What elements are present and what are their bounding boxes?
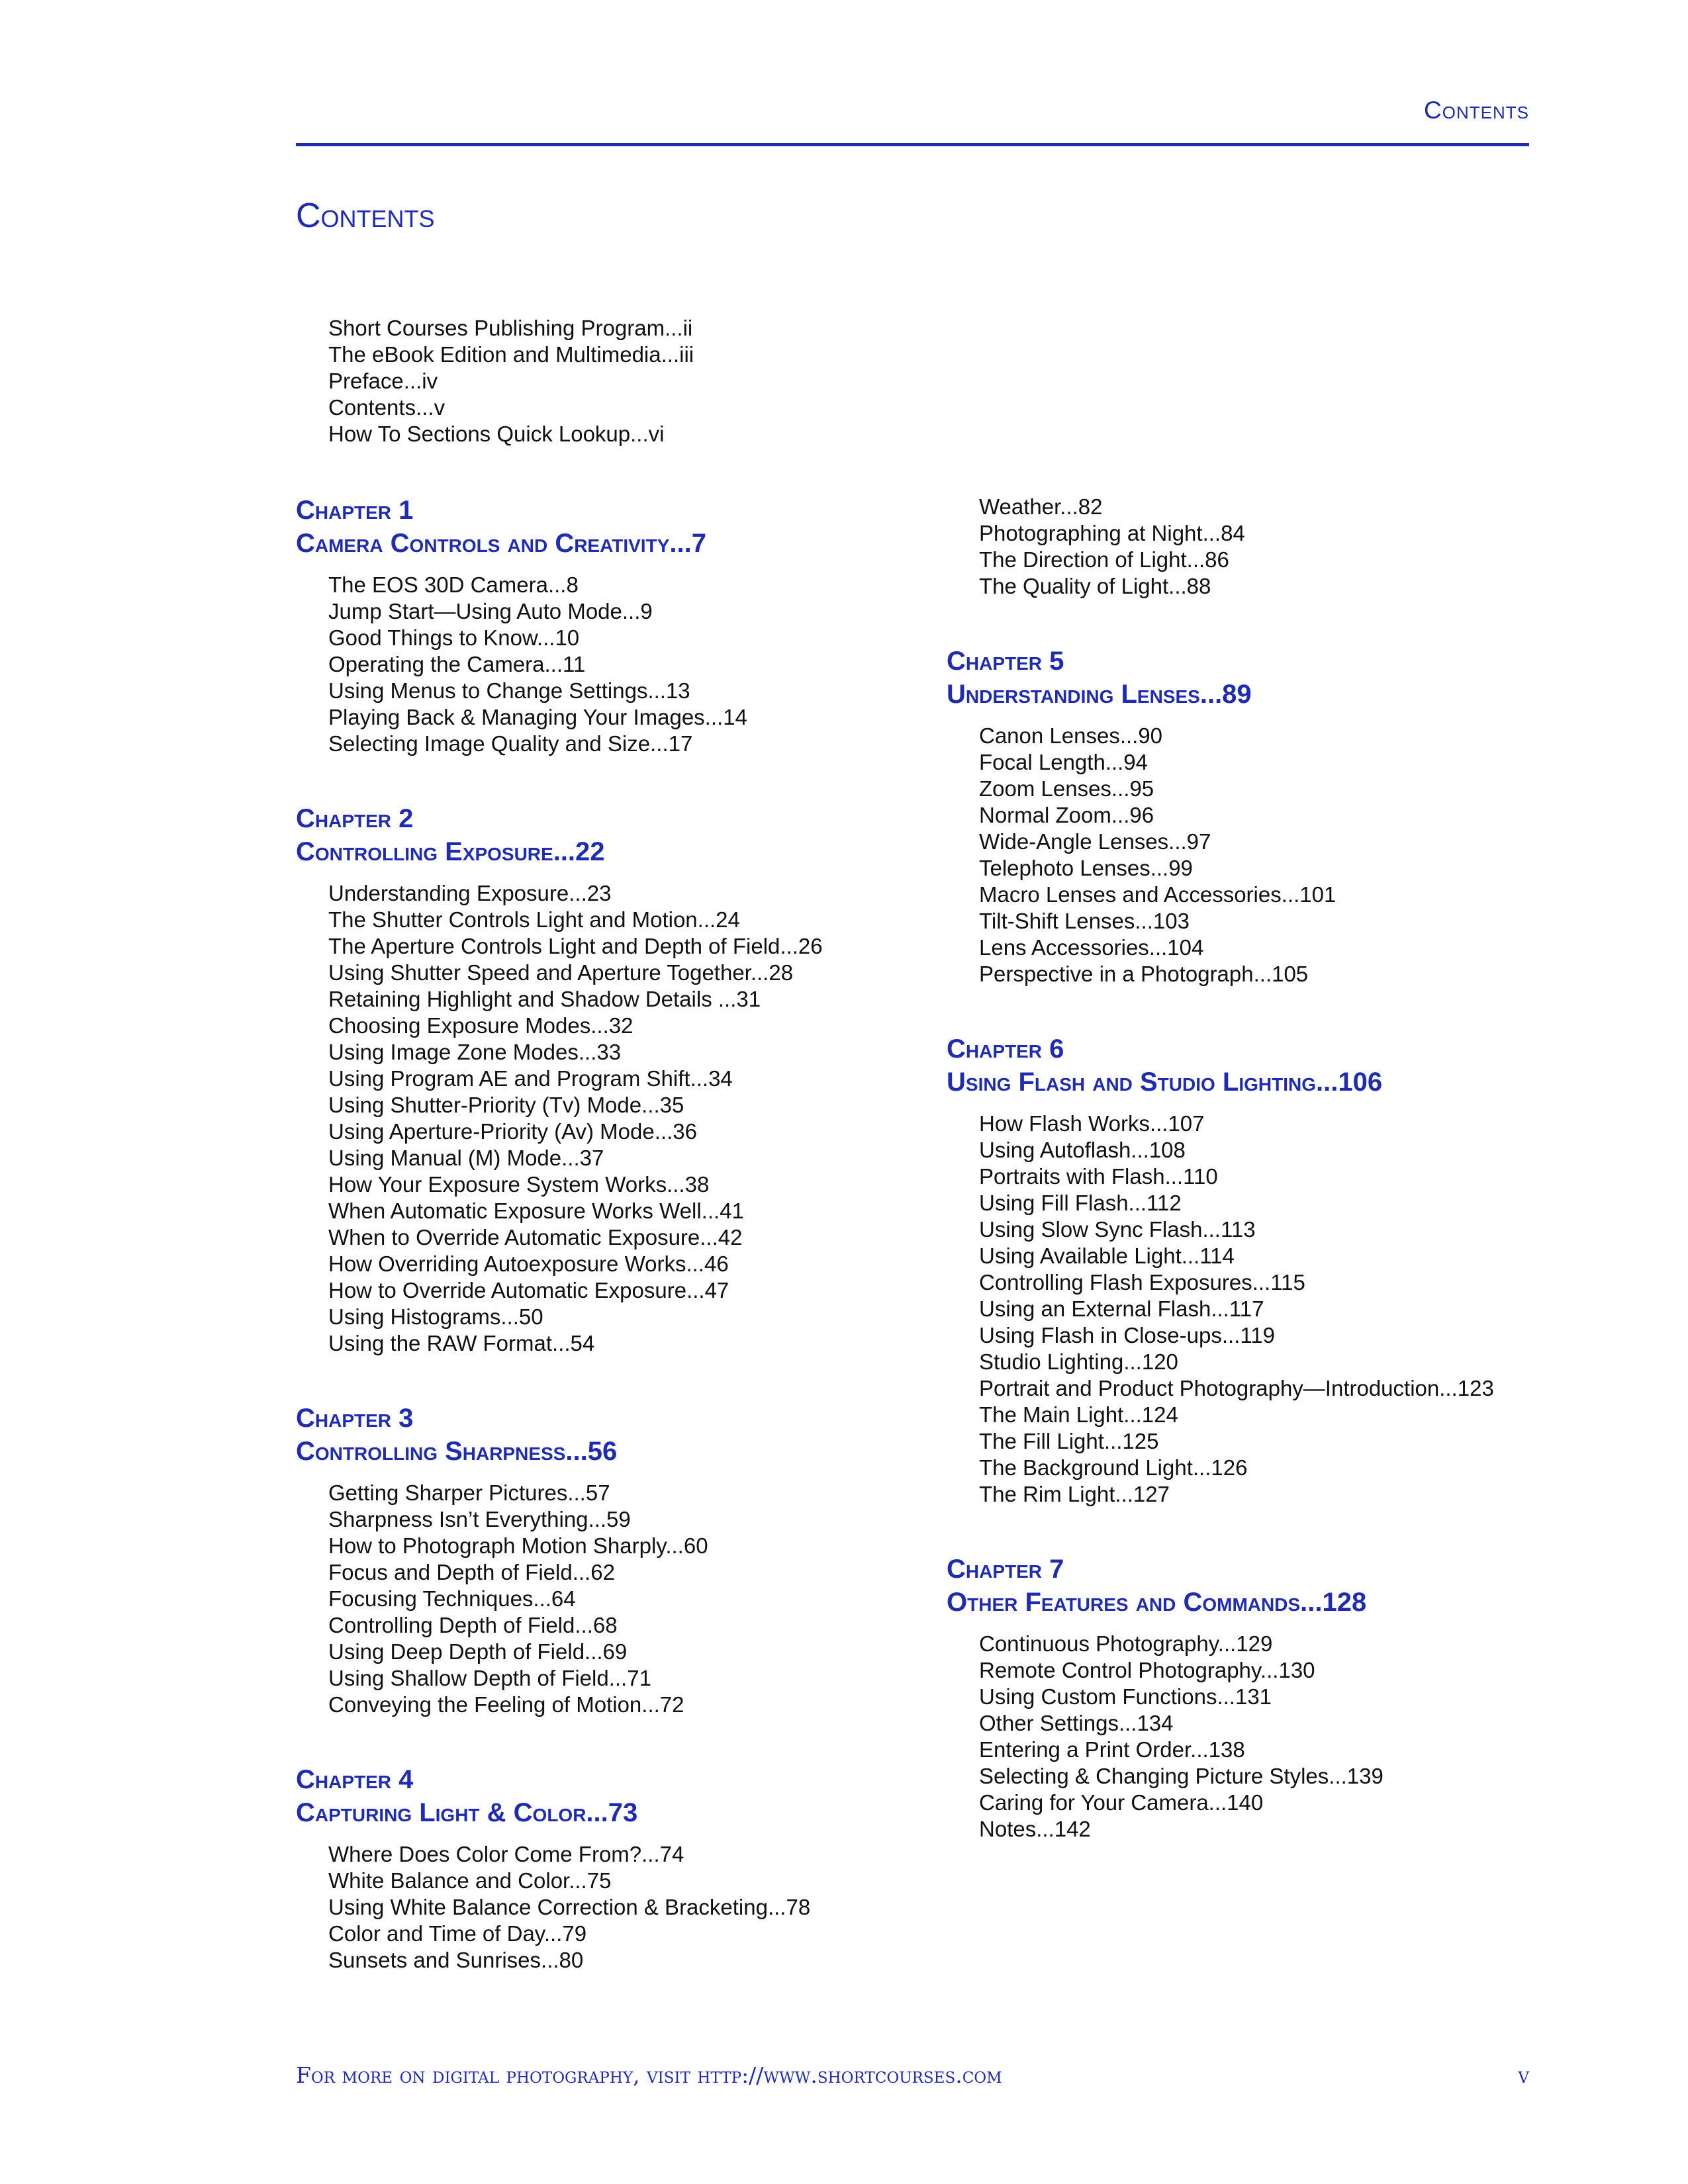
- toc-entry[interactable]: Using Shallow Depth of Field...71: [328, 1666, 651, 1690]
- toc-entry[interactable]: Focus and Depth of Field...62: [328, 1560, 615, 1584]
- chapter-6: [947, 1032, 1529, 1508]
- toc-entry[interactable]: The Shutter Controls Light and Motion...24: [328, 907, 740, 932]
- toc-entry[interactable]: Using Histograms...50: [328, 1304, 543, 1329]
- toc-entry[interactable]: Contents...v: [328, 395, 445, 420]
- toc-entry[interactable]: Using the RAW Format...54: [328, 1331, 595, 1355]
- chapter-title[interactable]: Understanding Lenses...89: [947, 680, 1252, 709]
- toc-entry[interactable]: Sharpness Isn’t Everything...59: [328, 1507, 631, 1531]
- chapter-label: Chapter 4: [296, 1765, 414, 1794]
- chapter-7: [947, 1553, 1529, 1843]
- toc-entry[interactable]: Lens Accessories...104: [979, 935, 1204, 960]
- chapter-title[interactable]: Controlling Sharpness...56: [296, 1437, 618, 1466]
- toc-entry[interactable]: Where Does Color Come From?...74: [328, 1842, 684, 1866]
- toc-entry[interactable]: Using Slow Sync Flash...113: [979, 1217, 1256, 1242]
- chapter-label: Chapter 2: [296, 804, 414, 833]
- toc-entry[interactable]: Conveying the Feeling of Motion...72: [328, 1692, 684, 1717]
- chapter-title[interactable]: Capturing Light & Color...73: [296, 1798, 638, 1827]
- toc-entry[interactable]: Using Fill Flash...112: [979, 1191, 1182, 1215]
- toc-entry[interactable]: Telephoto Lenses...99: [979, 856, 1193, 880]
- toc-entry[interactable]: Operating the Camera...11: [328, 652, 586, 676]
- toc-entry[interactable]: The Background Light...126: [979, 1455, 1248, 1480]
- toc-entry[interactable]: The Main Light...124: [979, 1402, 1178, 1427]
- toc-entry[interactable]: How to Override Automatic Exposure...47: [328, 1278, 729, 1302]
- toc-entry[interactable]: Notes...142: [979, 1817, 1091, 1841]
- toc-entry[interactable]: Using Image Zone Modes...33: [328, 1040, 622, 1064]
- toc-entry[interactable]: Getting Sharper Pictures...57: [328, 1480, 610, 1505]
- chapter-entries: [979, 1631, 1529, 1843]
- chapter-label: Chapter 3: [296, 1404, 414, 1433]
- toc-entry[interactable]: The Fill Light...125: [979, 1429, 1159, 1453]
- chapter-label: Chapter 7: [947, 1555, 1064, 1584]
- toc-entry[interactable]: Tilt-Shift Lenses...103: [979, 909, 1190, 933]
- chapter-entries: [328, 1480, 925, 1718]
- toc-entry[interactable]: Using Autoflash...108: [979, 1138, 1186, 1162]
- toc-entry[interactable]: Using Shutter-Priority (Tv) Mode...35: [328, 1093, 684, 1117]
- toc-column-left: [296, 494, 925, 2019]
- toc-entry[interactable]: Remote Control Photography...130: [979, 1658, 1315, 1682]
- chapter-entries: [328, 1841, 925, 1974]
- toc-entry[interactable]: Using Aperture-Priority (Av) Mode...36: [328, 1119, 697, 1144]
- toc-entry[interactable]: Macro Lenses and Accessories...101: [979, 882, 1336, 907]
- chapter-label: Chapter 1: [296, 496, 414, 525]
- toc-entry[interactable]: Color and Time of Day...79: [328, 1921, 587, 1946]
- chapter-label: Chapter 5: [947, 647, 1064, 676]
- toc-entry[interactable]: Continuous Photography...129: [979, 1631, 1273, 1656]
- toc-entry[interactable]: Playing Back & Managing Your Images...14: [328, 705, 747, 729]
- toc-entry[interactable]: Using Shutter Speed and Aperture Together...28: [328, 960, 794, 985]
- toc-entry[interactable]: Understanding Exposure...23: [328, 881, 612, 905]
- toc-entry[interactable]: Entering a Print Order...138: [979, 1737, 1245, 1762]
- toc-column-right: [947, 494, 1529, 1888]
- toc-entry[interactable]: The EOS 30D Camera...8: [328, 572, 579, 597]
- toc-entry[interactable]: When Automatic Exposure Works Well...41: [328, 1199, 744, 1223]
- toc-entry[interactable]: Using Custom Functions...131: [979, 1684, 1272, 1709]
- chapter-5: [947, 645, 1529, 987]
- chapter-4: [296, 1763, 925, 1974]
- toc-entry[interactable]: Selecting Image Quality and Size...17: [328, 731, 693, 756]
- toc-entry[interactable]: White Balance and Color...75: [328, 1868, 612, 1893]
- toc-entry[interactable]: Canon Lenses...90: [979, 723, 1163, 748]
- toc-entry[interactable]: How Overriding Autoexposure Works...46: [328, 1251, 729, 1276]
- toc-entry[interactable]: Using White Balance Correction & Bracketing...78: [328, 1895, 811, 1919]
- running-head: Contents: [1424, 97, 1529, 124]
- chapter-title[interactable]: Controlling Exposure...22: [296, 837, 605, 866]
- chapter-label: Chapter 6: [947, 1034, 1064, 1064]
- toc-entry[interactable]: How To Sections Quick Lookup...vi: [328, 422, 665, 446]
- toc-entry[interactable]: How Your Exposure System Works...38: [328, 1172, 710, 1197]
- chapter-1: [296, 494, 925, 757]
- toc-entry[interactable]: How Flash Works...107: [979, 1111, 1205, 1136]
- page-title: Contents: [296, 197, 435, 235]
- front-matter-list: [328, 315, 694, 447]
- toc-entry[interactable]: Preface...iv: [328, 369, 438, 393]
- toc-entry[interactable]: Portrait and Product Photography—Introduction...123: [979, 1376, 1494, 1400]
- toc-entry[interactable]: Wide-Angle Lenses...97: [979, 829, 1211, 854]
- toc-entry[interactable]: Jump Start—Using Auto Mode...9: [328, 599, 653, 623]
- toc-entry[interactable]: Weather...82: [979, 494, 1103, 519]
- toc-entry[interactable]: The Quality of Light...88: [979, 574, 1211, 598]
- toc-entry[interactable]: Sunsets and Sunrises...80: [328, 1948, 584, 1972]
- chapter-entries: [328, 880, 925, 1357]
- chapter-title[interactable]: Camera Controls and Creativity...7: [296, 529, 706, 558]
- chapter-entries: [328, 572, 925, 757]
- toc-entry[interactable]: How to Photograph Motion Sharply...60: [328, 1533, 708, 1558]
- chapter-3: [296, 1402, 925, 1718]
- toc-entry[interactable]: Normal Zoom...96: [979, 803, 1154, 827]
- toc-entry[interactable]: Studio Lighting...120: [979, 1349, 1178, 1374]
- toc-entry[interactable]: Other Settings...134: [979, 1711, 1174, 1735]
- chapter-entries: [979, 1111, 1529, 1508]
- footer-link[interactable]: For more on digital photography, visit http://www.shortcourses.com: [296, 2062, 1002, 2088]
- header-rule: [296, 143, 1529, 146]
- toc-entry[interactable]: Choosing Exposure Modes...32: [328, 1013, 633, 1038]
- toc-entry[interactable]: Using Menus to Change Settings...13: [328, 678, 690, 703]
- toc-entry[interactable]: The eBook Edition and Multimedia...iii: [328, 342, 694, 367]
- chapter-2: [296, 802, 925, 1357]
- toc-entry[interactable]: The Direction of Light...86: [979, 547, 1229, 572]
- toc-entry[interactable]: The Aperture Controls Light and Depth of Field...26: [328, 934, 823, 958]
- toc-entry[interactable]: Good Things to Know...10: [328, 625, 580, 650]
- toc-entry[interactable]: Selecting & Changing Picture Styles...139: [979, 1764, 1383, 1788]
- chapter-title[interactable]: Using Flash and Studio Lighting...106: [947, 1068, 1383, 1097]
- toc-entry[interactable]: Perspective in a Photograph...105: [979, 962, 1309, 986]
- toc-entry[interactable]: Short Courses Publishing Program...ii: [328, 316, 693, 340]
- toc-entry[interactable]: Using Program AE and Program Shift...34: [328, 1066, 733, 1091]
- chapter-4-continued-entries: [979, 494, 1529, 600]
- toc-entry[interactable]: Using Flash in Close-ups...119: [979, 1323, 1275, 1347]
- toc-entry[interactable]: Focusing Techniques...64: [328, 1586, 576, 1611]
- toc-entry[interactable]: Focal Length...94: [979, 750, 1149, 774]
- toc-entry[interactable]: Retaining Highlight and Shadow Details ...31: [328, 987, 761, 1011]
- page-number: v: [1518, 2062, 1529, 2088]
- toc-entry[interactable]: Controlling Depth of Field...68: [328, 1613, 618, 1637]
- toc-entry[interactable]: Using Deep Depth of Field...69: [328, 1639, 628, 1664]
- toc-entry[interactable]: Controlling Flash Exposures...115: [979, 1270, 1305, 1295]
- toc-entry[interactable]: Portraits with Flash...110: [979, 1164, 1218, 1189]
- toc-entry[interactable]: Caring for Your Camera...140: [979, 1790, 1264, 1815]
- toc-entry[interactable]: Using Manual (M) Mode...37: [328, 1146, 604, 1170]
- toc-entry[interactable]: When to Override Automatic Exposure...42: [328, 1225, 743, 1250]
- chapter-title[interactable]: Other Features and Commands...128: [947, 1588, 1367, 1617]
- toc-entry[interactable]: The Rim Light...127: [979, 1482, 1170, 1506]
- toc-entry[interactable]: Using an External Flash...117: [979, 1297, 1264, 1321]
- toc-entry[interactable]: Zoom Lenses...95: [979, 776, 1154, 801]
- toc-entry[interactable]: Photographing at Night...84: [979, 521, 1245, 545]
- chapter-entries: [979, 723, 1529, 987]
- toc-entry[interactable]: Using Available Light...114: [979, 1244, 1235, 1268]
